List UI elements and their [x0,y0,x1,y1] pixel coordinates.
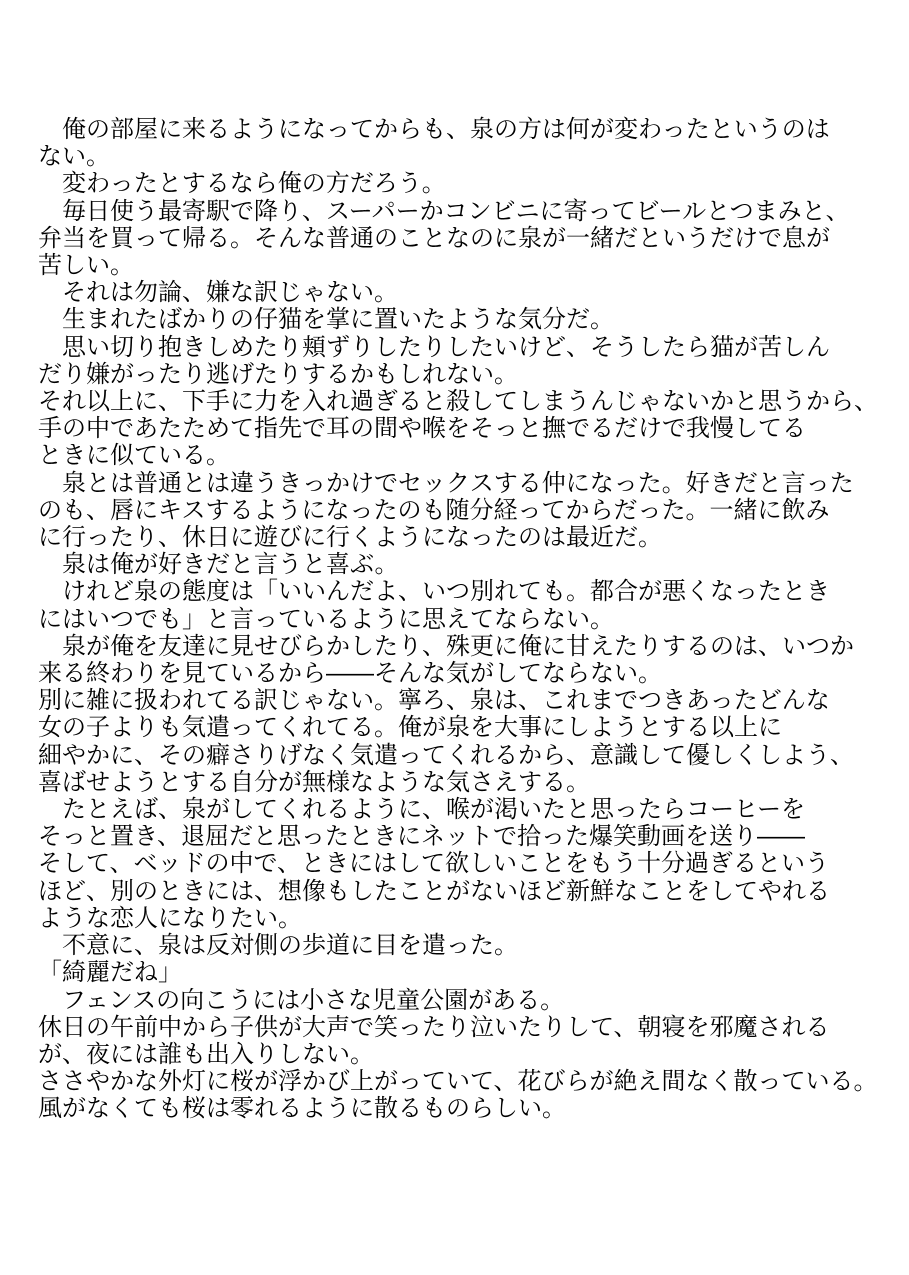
text-line: にはいつでも」と言っているように思えてならない。 [38,605,614,633]
text-line: そっと置き、退屈だと思ったときにネットで拾った爆笑動画を送り―― [38,823,806,851]
text-line: 苦しい。 [38,252,134,280]
text-line: 俺の部屋に来るようになってからも、泉の方は何が変わったというのは [38,116,830,143]
text-line: が、夜には誰も出入りしない。 [38,1040,374,1068]
text-line: だり嫌がったり逃げたりするかもしれない。 [38,360,518,388]
text-line: ない。 [38,143,110,171]
text-line: 「綺麗だね」 [38,959,182,987]
text-line: に行ったり、休日に遊びに行くようになったのは最近だ。 [38,524,662,552]
text-line: 別に雑に扱われてる訳じゃない。寧ろ、泉は、これまでつきあったどんな [38,687,830,715]
text-line: 毎日使う最寄駅で降り、スーパーかコンビニに寄ってビールとつまみと、 [38,197,850,225]
text-line: 女の子よりも気遣ってくれてる。俺が泉を大事にしようとする以上に [38,714,782,742]
text-line: 泉は俺が好きだと言うと喜ぶ。 [38,551,399,579]
text-line: 来る終わりを見ているから――そんな気がしてならない。 [38,660,662,688]
text-line: ささやかな外灯に桜が浮かび上がっていて、花びらが絶え間なく散っている。 [38,1068,878,1096]
text-line: けれど泉の態度は「いいんだよ、いつ別れても。都合が悪くなったとき [38,578,830,606]
text-line: そして、ベッドの中で、ときにはして欲しいことをもう十分過ぎるという [38,850,830,878]
text-line: 弁当を買って帰る。そんな普通のことなのに泉が一緒だというだけで息が [38,224,830,252]
text-line: それ以上に、下手に力を入れ過ぎると殺してしまうんじゃないかと思うから、 [38,388,878,416]
text-line: のも、唇にキスするようになったのも随分経ってからだった。一緒に飲み [38,496,830,524]
text-line: 不意に、泉は反対側の歩道に目を遣った。 [38,932,518,960]
text-line: 喜ばせようとする自分が無様なような気さえする。 [38,768,590,796]
text-line: 変わったとするなら俺の方だろう。 [38,170,446,198]
text-line: 休日の午前中から子供が大声で笑ったり泣いたりして、朝寝を邪魔される [38,1013,830,1041]
text-body [38,116,895,1123]
text-line: 泉が俺を友達に見せびらかしたり、殊更に俺に甘えたりするのは、いつか [38,632,854,660]
text-line: 手の中であたためて指先で耳の間や喉をそっと撫でるだけで我慢してる [38,415,806,443]
text-line: 細やかに、その癖さりげなく気遣ってくれるから、意識して優しくしよう、 [38,741,854,769]
text-line: 思い切り抱きしめたり頬ずりしたりしたいけど、そうしたら猫が苦しん [38,333,830,361]
text-line: フェンスの向こうには小さな児童公園がある。 [38,986,565,1014]
text-line: ほど、別のときには、想像もしたことがないほど新鮮なことをしてやれる [38,877,830,905]
text-line: ような恋人になりたい。 [38,904,302,932]
text-line: たとえば、泉がしてくれるように、喉が渇いたと思ったらコーヒーを [38,796,806,824]
text-line: それは勿論、嫌な訳じゃない。 [38,279,398,307]
text-line: 風がなくても桜は零れるように散るものらしい。 [38,1095,566,1123]
text-line: ときに似ている。 [38,442,230,470]
text-line: 泉とは普通とは違うきっかけでセックスする仲になった。好きだと言った [38,469,854,497]
text-line: 生まれたばかりの仔猫を掌に置いたような気分だ。 [38,306,614,334]
